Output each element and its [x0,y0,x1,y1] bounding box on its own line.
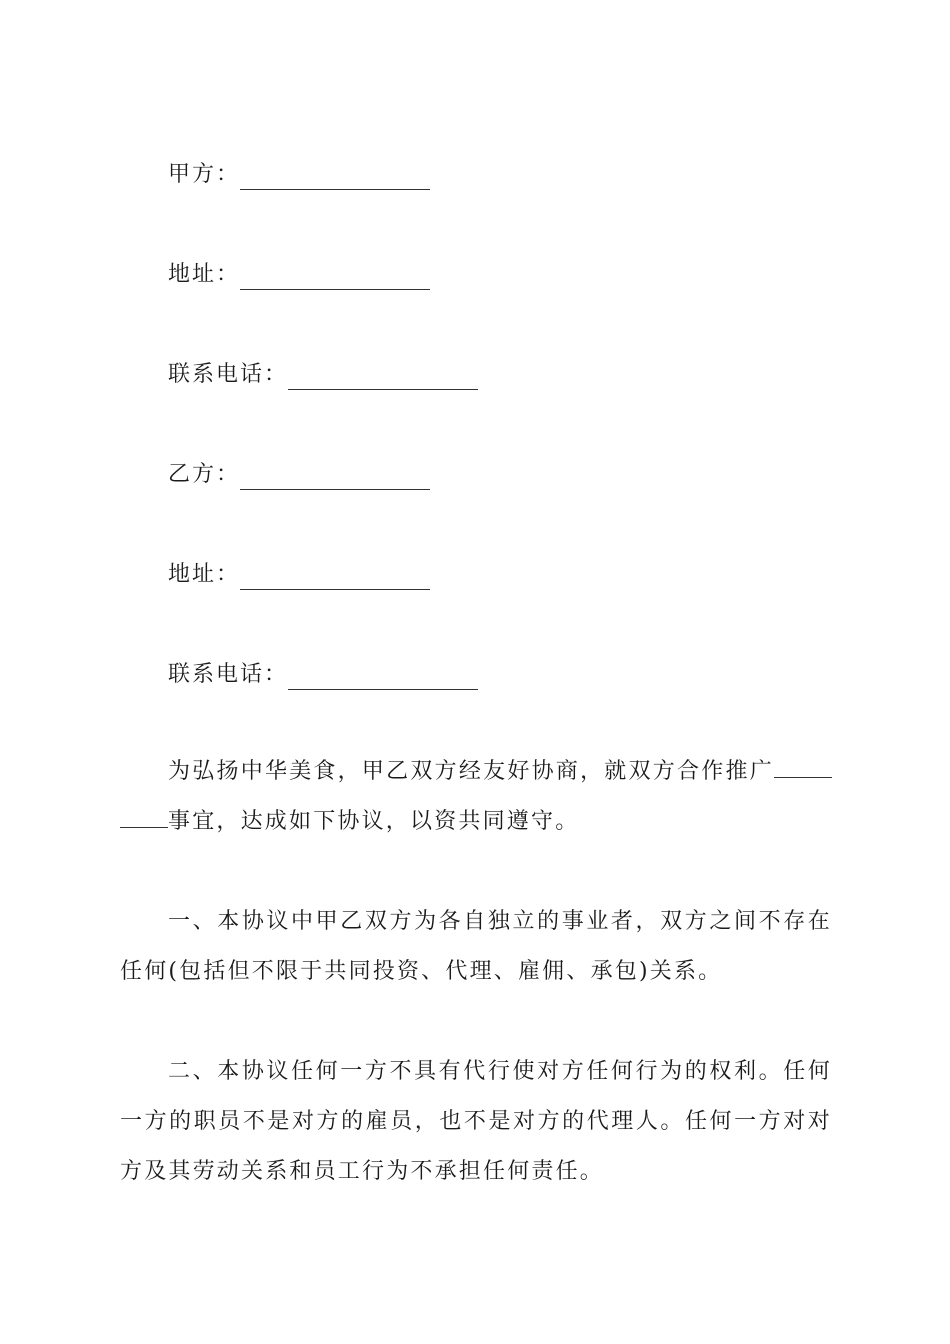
cooperation-item-blank-1 [774,757,832,778]
intro-text-part1: 为弘扬中华美食，甲乙双方经友好协商，就双方合作推广 [168,759,774,784]
party-a-phone-field [168,360,478,390]
party-a-name-label: 甲方： [168,162,241,187]
party-a-name-field [168,160,430,190]
party-a-address-field [168,260,430,290]
party-b-name-field [168,460,430,490]
clause-1-paragraph: 一、本协议中甲乙双方为各自独立的事业者，双方之间不存在任何(包括但不限于共同投资、代理、雇佣、承包)关系。 [120,909,832,984]
intro-paragraph [120,747,832,847]
party-b-address-label: 地址： [168,562,241,587]
party-a-address-blank [240,267,430,290]
party-a-phone-label: 联系电话： [168,362,289,387]
party-a-phone-blank [288,367,478,390]
cooperation-item-blank-2 [120,807,168,828]
party-a-name-blank [240,167,430,190]
clause-2-paragraph: 二、本协议任何一方不具有代行使对方任何行为的权利。任何一方的职员不是对方的雇员，也不是对方的代理人。任何一方对对方及其劳动关系和员工行为不承担任何责任。 [120,1059,832,1184]
intro-text-part2: 事宜，达成如下协议，以资共同遵守。 [168,809,580,834]
party-b-phone-blank [288,667,478,690]
party-b-address-blank [240,567,430,590]
party-b-address-field [168,560,430,590]
party-b-name-blank [240,467,430,490]
party-b-phone-field [168,660,478,690]
party-a-address-label: 地址： [168,262,241,287]
party-b-name-label: 乙方： [168,462,241,487]
party-b-phone-label: 联系电话： [168,662,289,687]
